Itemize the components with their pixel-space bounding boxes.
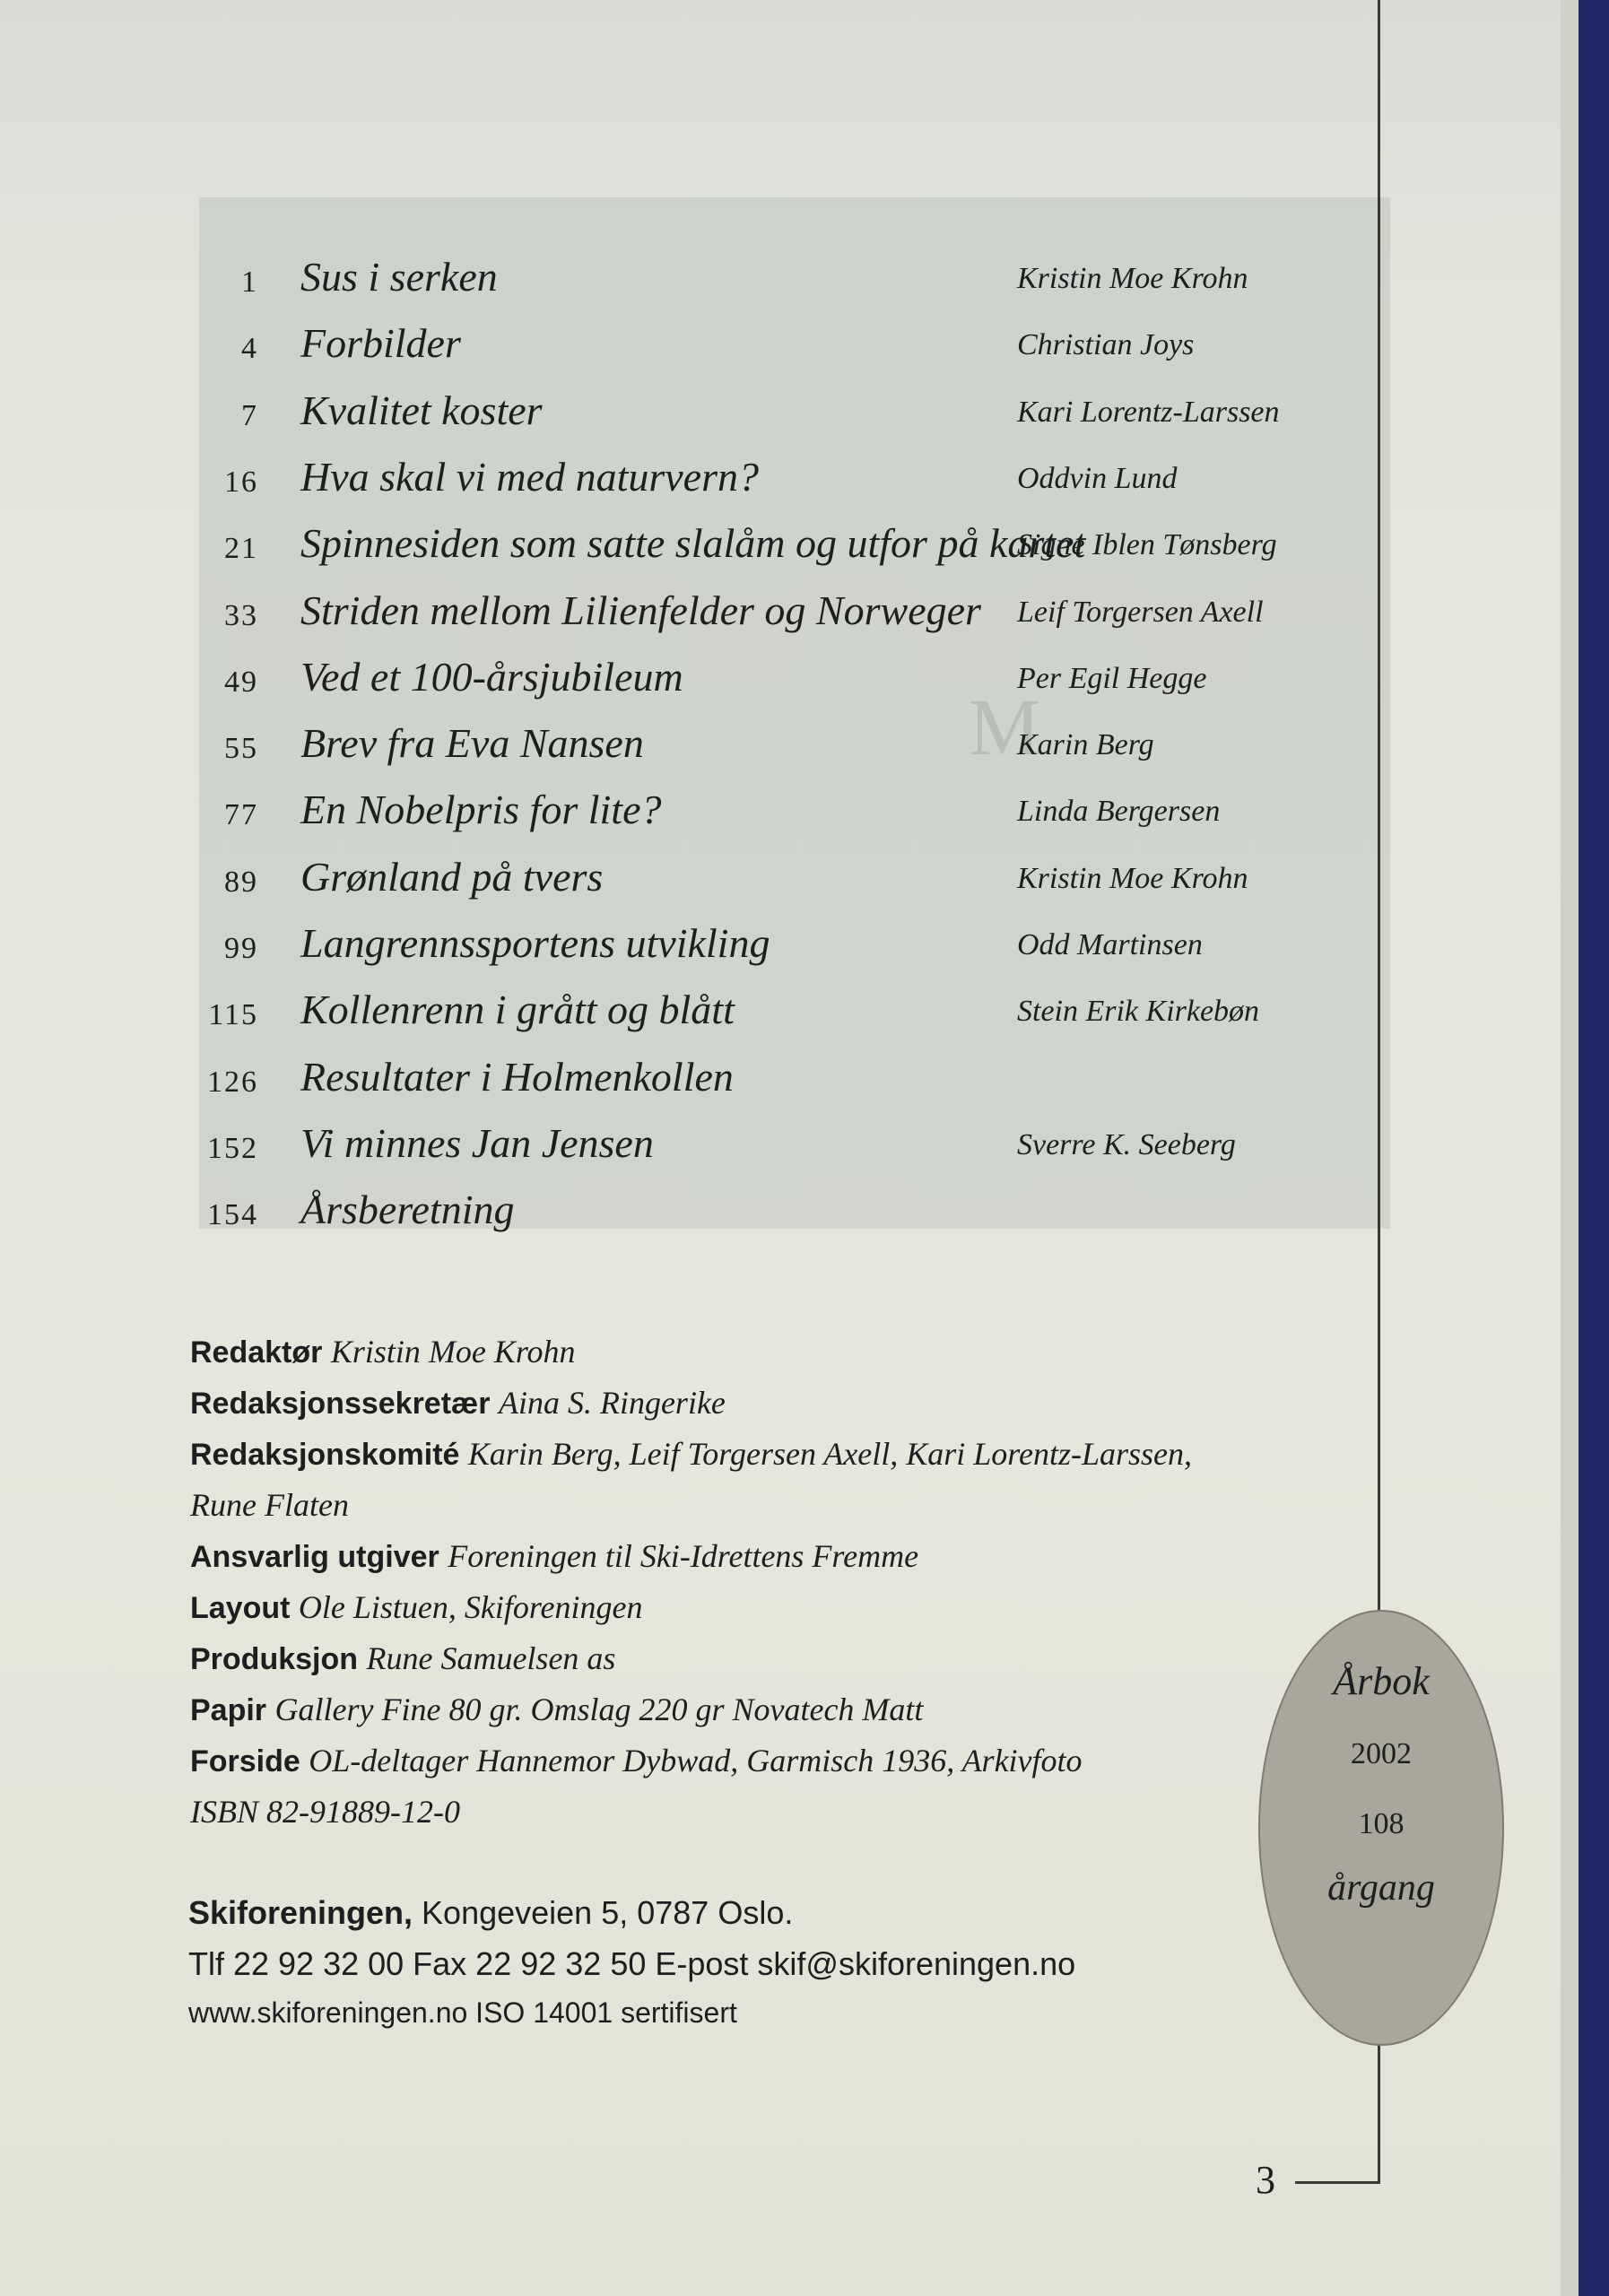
toc-author: Oddvin Lund (1017, 461, 1178, 495)
colophon-value: Ole Listuen, Skiforeningen (298, 1589, 643, 1625)
toc-entry (0, 986, 1345, 1052)
toc-title: Årsberetning (300, 1187, 515, 1233)
colophon-label: Ansvarlig utgiver (190, 1540, 439, 1574)
colophon-label: Layout (190, 1591, 291, 1625)
toc-title: Hva skal vi med naturvern? (300, 453, 759, 500)
colophon-value: Gallery Fine 80 gr. Omslag 220 gr Novatech Matt (274, 1692, 924, 1727)
colophon-value: Rune Flaten (190, 1487, 349, 1523)
colophon-line (190, 1486, 349, 1524)
toc-author: Stein Erik Kirkebøn (1017, 995, 1260, 1029)
toc-page-number: 16 (224, 465, 258, 499)
yearbook-badge (1258, 1610, 1504, 2046)
toc-page-number: 4 (241, 332, 258, 366)
toc-page-number: 1 (241, 265, 258, 299)
toc-entry (0, 1186, 1345, 1252)
toc-title: Resultater i Holmenkollen (300, 1053, 734, 1100)
colophon-line (190, 1793, 460, 1831)
colophon-label: Redaksjonssekretær (190, 1387, 491, 1421)
toc-entry (0, 387, 1345, 453)
badge-title: Årbok (1333, 1659, 1430, 1703)
toc-entry (0, 719, 1345, 786)
toc-author: Per Egil Hegge (1017, 661, 1207, 695)
colophon-line (190, 1691, 923, 1728)
toc-author: Linda Bergersen (1017, 795, 1221, 829)
toc-title: Spinnesiden som satte slalåm og utfor på kartet (300, 520, 1086, 567)
colophon-line (190, 1742, 1083, 1779)
toc-entry (0, 519, 1345, 586)
toc-author: Kari Lorentz-Larssen (1017, 395, 1280, 429)
colophon-value: Kristin Moe Krohn (330, 1334, 576, 1370)
toc-author: Signe Iblen Tønsberg (1017, 528, 1277, 562)
toc-title: Langrennssportens utvikling (300, 920, 770, 966)
toc-page-number: 49 (224, 665, 258, 699)
colophon-line (190, 1537, 918, 1575)
toc-author: Leif Torgersen Axell (1017, 595, 1264, 629)
badge-year: 2002 (1351, 1737, 1412, 1770)
toc-entry (0, 919, 1345, 986)
colophon-value: OL-deltager Hannemor Dybwad, Garmisch 1936, Arkivfoto (309, 1743, 1083, 1779)
colophon-value: ISBN 82-91889-12-0 (190, 1794, 460, 1830)
horizontal-rule (1295, 2181, 1380, 2184)
toc-author: Karin Berg (1017, 728, 1154, 762)
toc-title: Kvalitet koster (300, 387, 543, 433)
toc-title: Vi minnes Jan Jensen (300, 1119, 654, 1166)
toc-entry (0, 653, 1345, 719)
toc-page-number: 154 (207, 1198, 258, 1232)
toc-title: Kollenrenn i grått og blått (300, 987, 735, 1033)
colophon-line (190, 1435, 1192, 1473)
toc-author: Christian Joys (1017, 328, 1195, 362)
badge-volume-label: årgang (1327, 1867, 1435, 1909)
toc-page-number: 77 (224, 798, 258, 832)
bleed-through-decoration: M (969, 683, 1041, 772)
toc-title: Forbilder (300, 320, 461, 367)
page-number: 3 (1256, 2158, 1275, 2202)
org-name: Skiforeningen, (188, 1894, 413, 1931)
toc-title: Grønland på tvers (300, 853, 604, 900)
colophon-value: Karin Berg, Leif Torgersen Axell, Kari Lorentz-Larssen, (467, 1436, 1192, 1472)
toc-title: En Nobelpris for lite? (300, 787, 662, 833)
toc-page-number: 115 (208, 998, 258, 1032)
colophon-label: Redaktør (190, 1335, 323, 1370)
toc-title: Brev fra Eva Nansen (300, 720, 644, 767)
toc-author: Kristin Moe Krohn (1017, 262, 1248, 295)
address-line (188, 1894, 793, 1932)
toc-entry (0, 1119, 1345, 1186)
colophon-line (190, 1384, 726, 1422)
colophon-label: Produksjon (190, 1642, 359, 1676)
book-cover-edge (1579, 0, 1609, 2296)
toc-entry (0, 1053, 1345, 1119)
colophon-value: Rune Samuelsen as (366, 1640, 616, 1676)
colophon-label: Forside (190, 1744, 300, 1779)
toc-title: Ved et 100-årsjubileum (300, 653, 683, 700)
toc-page-number: 7 (241, 398, 258, 432)
toc-page-number: 126 (207, 1065, 258, 1099)
toc-author: Kristin Moe Krohn (1017, 861, 1248, 895)
toc-entry (0, 853, 1345, 919)
toc-entry (0, 587, 1345, 653)
colophon-line (190, 1333, 576, 1370)
toc-title: Sus i serken (300, 254, 498, 300)
page-edge (1561, 0, 1579, 2296)
toc-page-number: 99 (224, 932, 258, 965)
toc-page-number: 89 (224, 865, 258, 899)
colophon-label: Redaksjonskomité (190, 1438, 460, 1472)
toc-page-number: 152 (207, 1131, 258, 1165)
toc-author: Odd Martinsen (1017, 928, 1203, 961)
toc-entry (0, 786, 1345, 852)
toc-entry (0, 453, 1345, 519)
toc-page-number: 21 (224, 532, 258, 566)
toc-page-number: 33 (224, 598, 258, 632)
colophon-line (190, 1639, 615, 1677)
toc-page-number: 55 (224, 732, 258, 766)
contact-line: Tlf 22 92 32 00 Fax 22 92 32 50 E-post skif@skiforeningen.no (188, 1945, 1076, 1982)
toc-entry (0, 319, 1345, 386)
toc-title: Striden mellom Lilienfelder og Norweger (300, 587, 981, 633)
colophon-value: Aina S. Ringerike (498, 1385, 726, 1421)
badge-volume: 108 (1358, 1807, 1405, 1840)
web-line: www.skiforeningen.no ISO 14001 sertifisert (188, 1996, 737, 2029)
street: Kongeveien 5, 0787 Oslo. (422, 1894, 794, 1931)
colophon-line (190, 1588, 643, 1626)
colophon-label: Papir (190, 1693, 267, 1727)
toc-entry (0, 253, 1345, 319)
toc-author: Sverre K. Seeberg (1017, 1127, 1236, 1161)
colophon-value: Foreningen til Ski-Idrettens Fremme (448, 1538, 919, 1574)
